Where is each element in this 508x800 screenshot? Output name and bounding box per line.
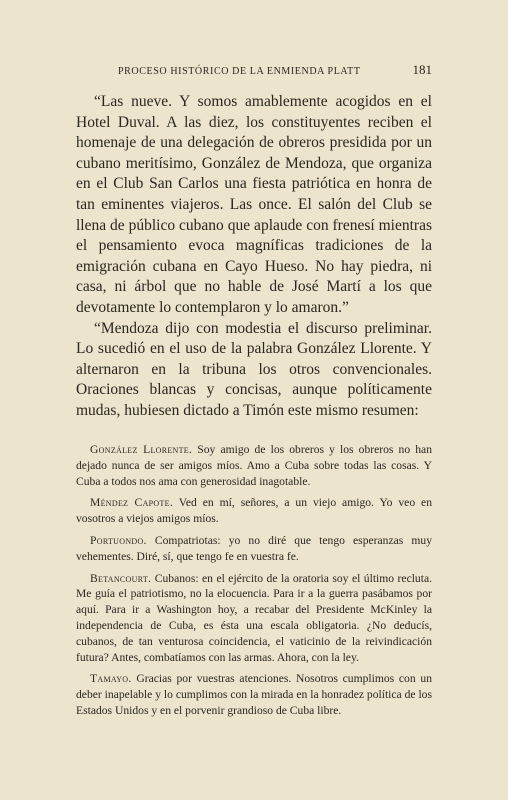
speech-text: Gracias por vuestras atenciones. Nosotros cumplimos con un deber inapelable y lo cumplimos con la mirada en la honradez política de los Estados Unidos y en el porvenir grandioso de Cuba libre. — [76, 672, 432, 717]
running-title: PROCESO HISTÓRICO DE LA ENMIENDA PLATT — [118, 66, 361, 77]
speech-text: Soy amigo de los obreros y los obreros no han dejado nunca de ser amigos míos. Amo a Cuba sobre todas las cosas. Y Cuba a todos nos ama con generosidad inagotable. — [76, 443, 432, 488]
speech-text: Cubanos: en el ejército de la oratoria soy el último recluta. Me guía el patriotismo, no la elocuencia. Para ir a la guerra pasábamos por aquí. Para ir a Washington hoy, a recabar del Presidente McKinley la independencia de Cuba, es ésta una escala obligatoria. ¿No deducís, cubanos, de tan venturosa coincidencia, el vaticinio de la reivindicación futura? Antes, combatíamos con las armas. Ahora, con la ley. — [76, 571, 432, 664]
speech-entry — [76, 495, 432, 527]
paragraph-hotel-duval: “Las nueve. Y somos amablemente acogidos en el Hotel Duval. A las diez, los constituyentes reciben el homenaje de una delegación de obreros presidida por un cubano meritísimo, González de Mendoza, que organiza en el Club San Carlos una fiesta patriótica en honra de tan eminentes viajeros. Las once. El salón del Club se llena de público cubano que aplaude con frenesí mientras el pensamiento evoca magníficas tradiciones de la emigración cubana en Cayo Hueso. No hay piedra, ni casa, ni árbol que no hable de José Martí a los que devotamente lo contemplaron y lo amaron.” — [76, 93, 432, 316]
speaker-name: Tamayo. — [90, 672, 132, 686]
speech-entry — [76, 671, 432, 718]
speech-entry — [76, 442, 432, 489]
speaker-name: Betancourt. — [90, 571, 152, 585]
speech-entry — [76, 571, 432, 666]
paragraph-mendoza-speech: “Mendoza dijo con modestia el discurso preliminar. Lo sucedió en el uso de la palabra González Llorente. Y alternaron en la tribuna los otros convencionales. Oraciones blancas y concisas, aunque políticamente mudas, hubiesen dictado a Timón este mismo resumen: — [76, 319, 432, 419]
speech-summary — [76, 442, 432, 725]
speech-text: Ved en mí, señores, a un viejo amigo. Yo veo en vosotros a viejos amigos míos. — [76, 496, 433, 526]
page-number: 181 — [412, 62, 432, 77]
page-header — [118, 62, 432, 78]
speech-text: Compatriotas: yo no diré que tengo esperanzas muy vehementes. Diré, sí, que tengo fe en vuestra fe. — [76, 533, 432, 563]
speaker-name: Portuondo. — [90, 533, 147, 547]
speaker-name: González Llorente. — [90, 443, 193, 456]
speech-entry — [76, 533, 432, 565]
body-text — [76, 92, 432, 422]
speaker-name: Méndez Capote. — [90, 496, 174, 510]
